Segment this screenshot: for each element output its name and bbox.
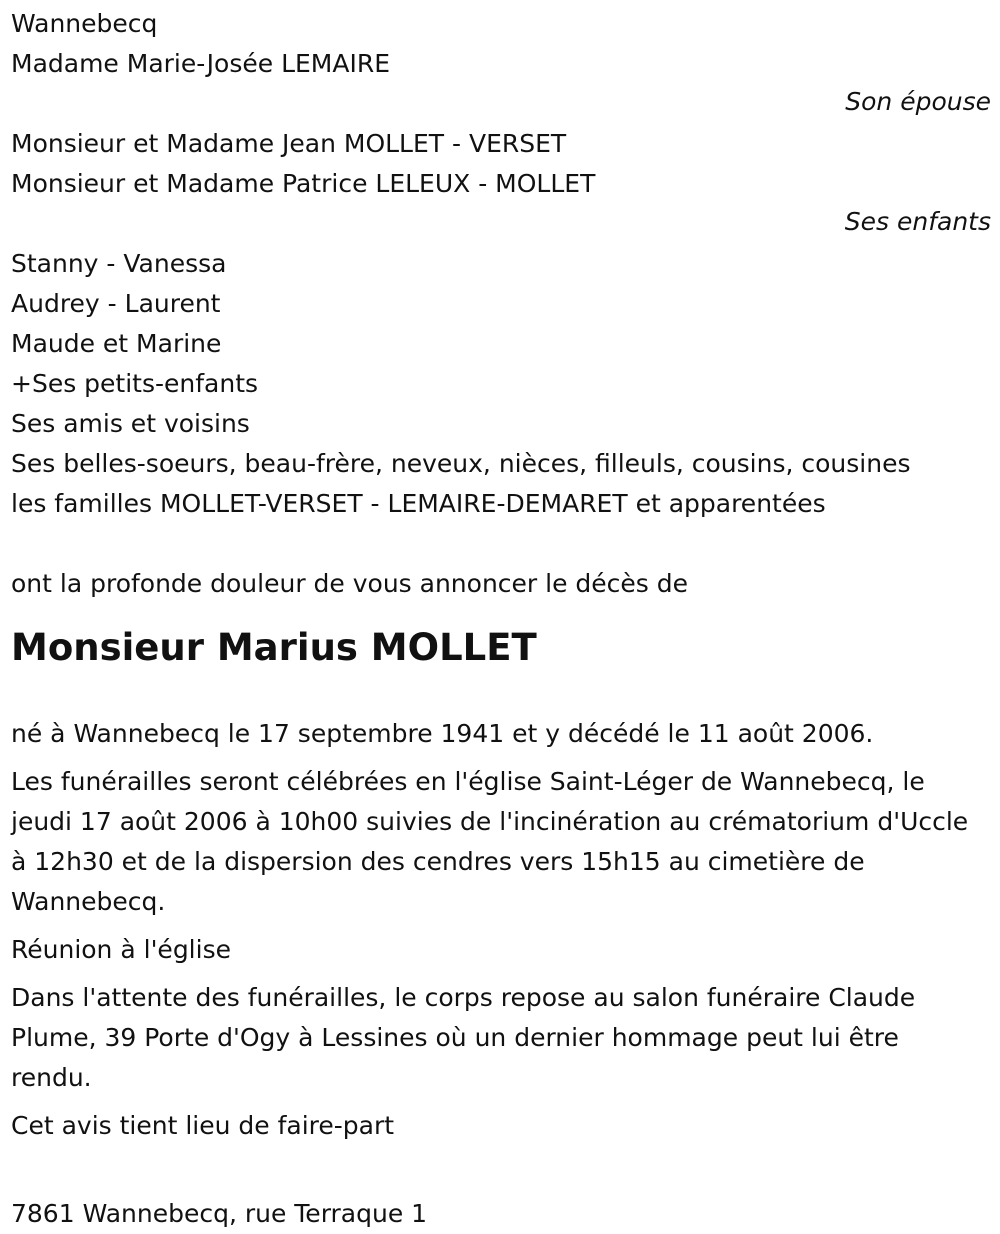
birth-death-paragraph: né à Wannebecq le 17 septembre 1941 et y décédé le 11 août 2006. — [11, 719, 874, 748]
meeting-paragraph: Réunion à l'église — [11, 935, 231, 964]
family-line: +Ses petits-enfants — [11, 369, 259, 398]
child-line: Monsieur et Madame Jean MOLLET - VERSET — [11, 129, 567, 158]
section-spacer — [11, 1154, 991, 1194]
deceased-name: Monsieur Marius MOLLET — [11, 626, 537, 669]
address-line: 7861 Wannebecq, rue Terraque 1 — [11, 1199, 428, 1228]
children-role: Ses enfants — [844, 207, 991, 236]
family-line: Ses amis et voisins — [11, 409, 250, 438]
viewing-paragraph: Dans l'attente des funérailles, le corps repose au salon funéraire Claude Plume, 39 Porte d'Ogy à Lessines où un dernier hommage peut lui être rendu. — [11, 983, 916, 1092]
funeral-paragraph: Les funérailles seront célébrées en l'église Saint-Léger de Wannebecq, le jeudi 17 août 2006 à 10h00 suivies de l'incinération au crématorium d'Uccle à 12h30 et de la dispersion des cendres vers 15h15 au cimetière de Wannebecq. — [11, 767, 969, 916]
family-line: Ses belles-soeurs, beau-frère, neveux, nièces, filleuls, cousins, cousines — [11, 449, 911, 478]
child-line: Monsieur et Madame Patrice LELEUX - MOLLET — [11, 169, 596, 198]
announcement-intro: ont la profonde douleur de vous annoncer le décès de — [11, 569, 689, 598]
notice-paragraph: Cet avis tient lieu de faire-part — [11, 1111, 395, 1140]
section-spacer — [11, 524, 991, 564]
spouse-name: Madame Marie-Josée LEMAIRE — [11, 49, 391, 78]
family-line: Audrey - Laurent — [11, 289, 221, 318]
family-line: Stanny - Vanessa — [11, 249, 227, 278]
family-line: les familles MOLLET-VERSET - LEMAIRE-DEMARET et apparentées — [11, 489, 826, 518]
spouse-role: Son épouse — [845, 87, 991, 116]
family-line: Maude et Marine — [11, 329, 222, 358]
place-heading: Wannebecq — [11, 9, 158, 38]
obituary-document — [11, 4, 991, 1234]
